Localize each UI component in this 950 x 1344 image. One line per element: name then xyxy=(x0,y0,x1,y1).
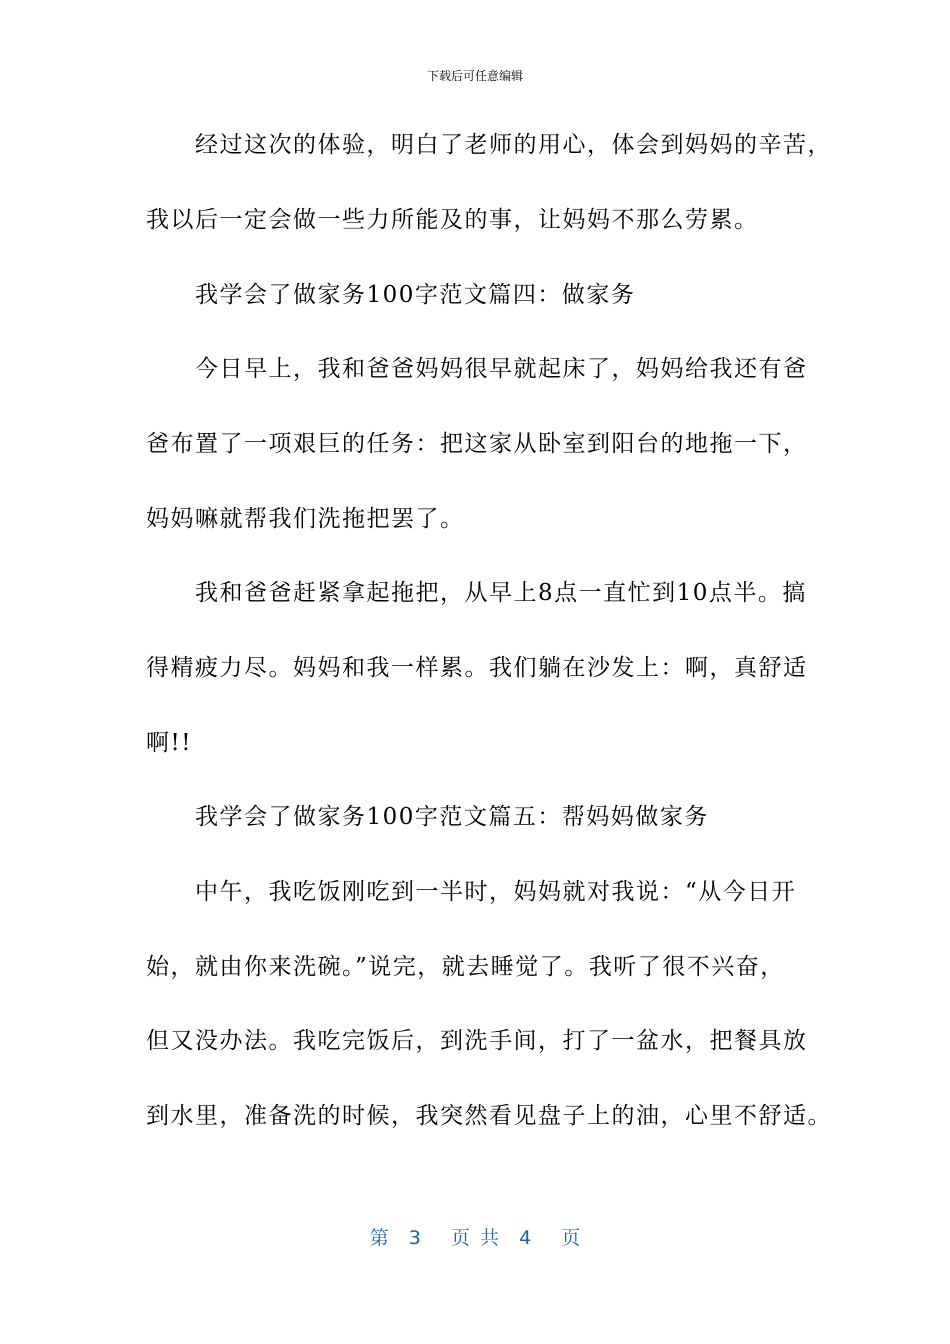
body-line-7: 得精疲力尽。妈妈和我一样累。我们躺在沙发上：啊，真舒适 xyxy=(146,655,808,681)
page-number-footer: 第 3 页 共 4 页 xyxy=(369,1227,581,1249)
body-line-5: 妈妈嘛就帮我们洗拖把罢了。 xyxy=(146,506,465,532)
body-line-11: 但又没办法。我吃完饭后，到洗手间，打了一盆水，把餐具放 xyxy=(146,1028,808,1054)
header-note: 下载后可任意编辑 xyxy=(426,69,523,83)
body-line-4: 爸布置了一项艰巨的任务：把这家从卧室到阳台的地拖一下， xyxy=(146,431,808,457)
section-heading-4: 我学会了做家务100字范文篇四：做家务 xyxy=(146,282,636,308)
section-heading-5: 我学会了做家务100字范文篇五：帮妈妈做家务 xyxy=(146,804,709,830)
body-line-6: 我和爸爸赶紧拿起拖把，从早上8点一直忙到10点半。搞 xyxy=(146,580,807,606)
body-line-8: 啊!! xyxy=(146,730,192,756)
body-line-9: 中午，我吃饭刚吃到一半时，妈妈就对我说：“从今日开 xyxy=(146,879,797,905)
body-line-2: 我以后一定会做一些力所能及的事，让妈妈不那么劳累。 xyxy=(146,207,759,233)
body-line-12: 到水里，准备洗的时候，我突然看见盘子上的油，心里不舒适。 xyxy=(146,1103,832,1129)
body-line-10: 始，就由你来洗碗。”说完，就去睡觉了。我听了很不兴奋， xyxy=(146,954,785,980)
body-line-3: 今日早上，我和爸爸妈妈很早就起床了，妈妈给我还有爸 xyxy=(146,356,808,382)
body-line-1: 经过这次的体验，明白了老师的用心，体会到妈妈的辛苦， xyxy=(146,132,832,158)
